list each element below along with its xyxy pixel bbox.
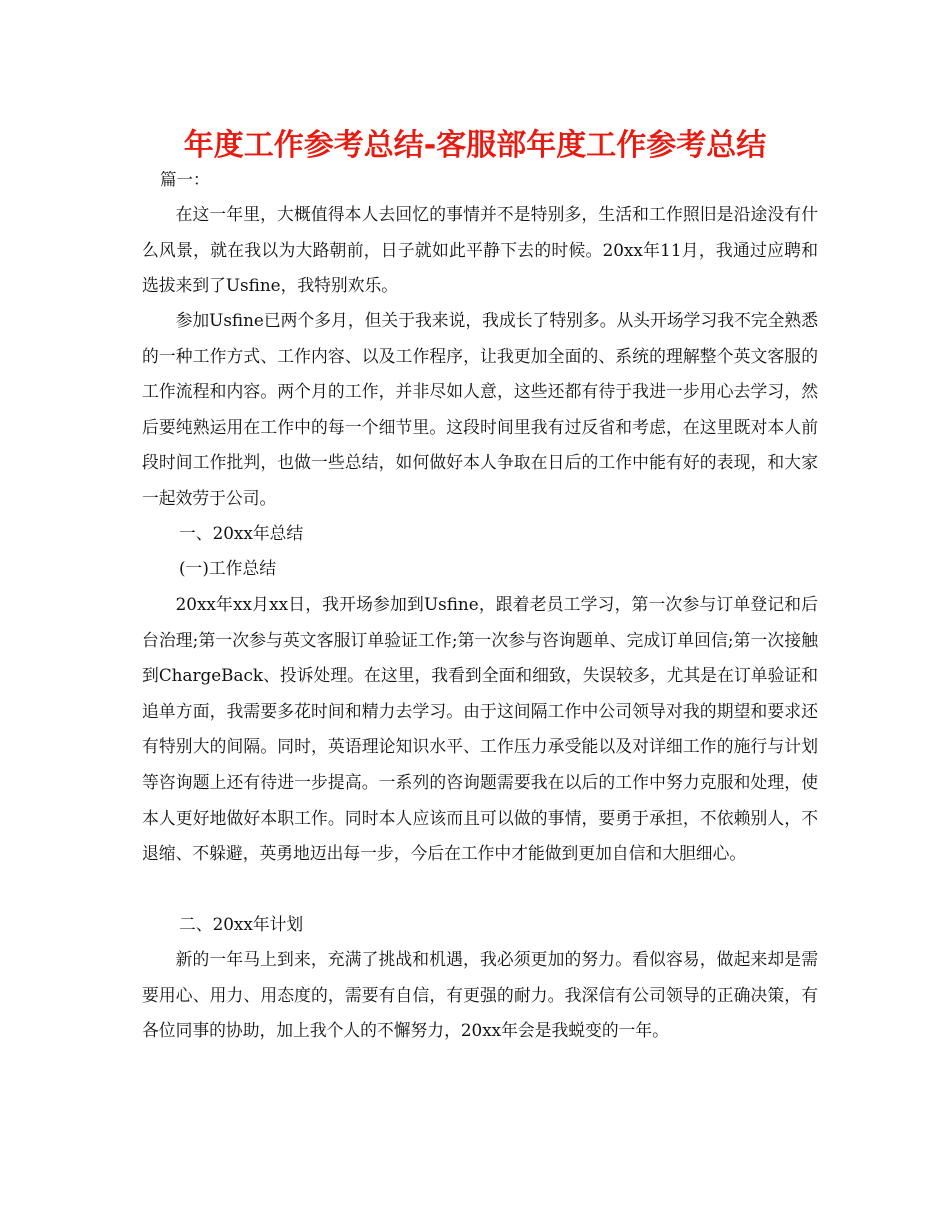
part-label: 篇一： bbox=[160, 170, 210, 189]
paragraph-plan: 新的一年马上到来，充满了挑战和机遇，我必须更加的努力。看似容易，做起来却是需要用心、用力、用态度的，需要有自信，有更强的耐力。我深信有公司领导的正确决策，有各位同事的协助，加上我个人的不懈努力，20xx年会是我蜕变的一年。 bbox=[142, 949, 818, 1041]
heading-work-summary: (一)工作总结 bbox=[179, 558, 277, 578]
paragraph-intro: 在这一年里，大概值得本人去回忆的事情并不是特别多，生活和工作照旧是沿途没有什么风景，就在我以为大路朝前，日子就如此平静下去的时候。20xx年11月，我通过应聘和选拔来到了Usfine，我特别欢乐。 bbox=[142, 204, 818, 296]
paragraph-joining: 参加Usfine已两个多月，但关于我来说，我成长了特别多。从头开场学习我不完全熟悉的一种工作方式、工作内容、以及工作程序，让我更加全面的、系统的理解整个英文客服的工作流程和内容。两个月的工作，并非尽如人意，这些还都有待于我进一步用心去学习，然后要纯熟运用在工作中的每一个细节里。这段时间里我有过反省和考虑，在这里既对本人前段时间工作批判，也做一些总结，如何做好本人争取在日后的工作中能有好的表现，和大家一起效劳于公司。 bbox=[142, 310, 818, 508]
heading-annual-plan: 二、20xx年计划 bbox=[179, 914, 304, 934]
document-title: 年度工作参考总结-客服部年度工作参考总结 bbox=[183, 128, 767, 163]
heading-annual-summary: 一、20xx年总结 bbox=[179, 523, 304, 543]
paragraph-work-summary: 20xx年xx月xx日，我开场参加到Usfine，跟着老员工学习，第一次参与订单登记和后台治理;第一次参与英文客服订单验证工作;第一次参与咨询题单、完成订单回信;第一次接触到ChargeBack、投诉处理。在这里，我看到全面和细致，失误较多，尤其是在订单验证和追单方面，我需要多花时间和精力去学习。由于这间隔工作中公司领导对我的期望和要求还有特别大的间隔。同时，英语理论知识水平、工作压力承受能以及对详细工作的施行与计划等咨询题上还有待进一步提高。一系列的咨询题需要我在以后的工作中努力克服和处理，使本人更好地做好本职工作。同时本人应该而且可以做的事情，要勇于承担，不依赖别人，不退缩、不躲避，英勇地迈出每一步，今后在工作中才能做到更加自信和大胆细心。 bbox=[142, 594, 818, 864]
